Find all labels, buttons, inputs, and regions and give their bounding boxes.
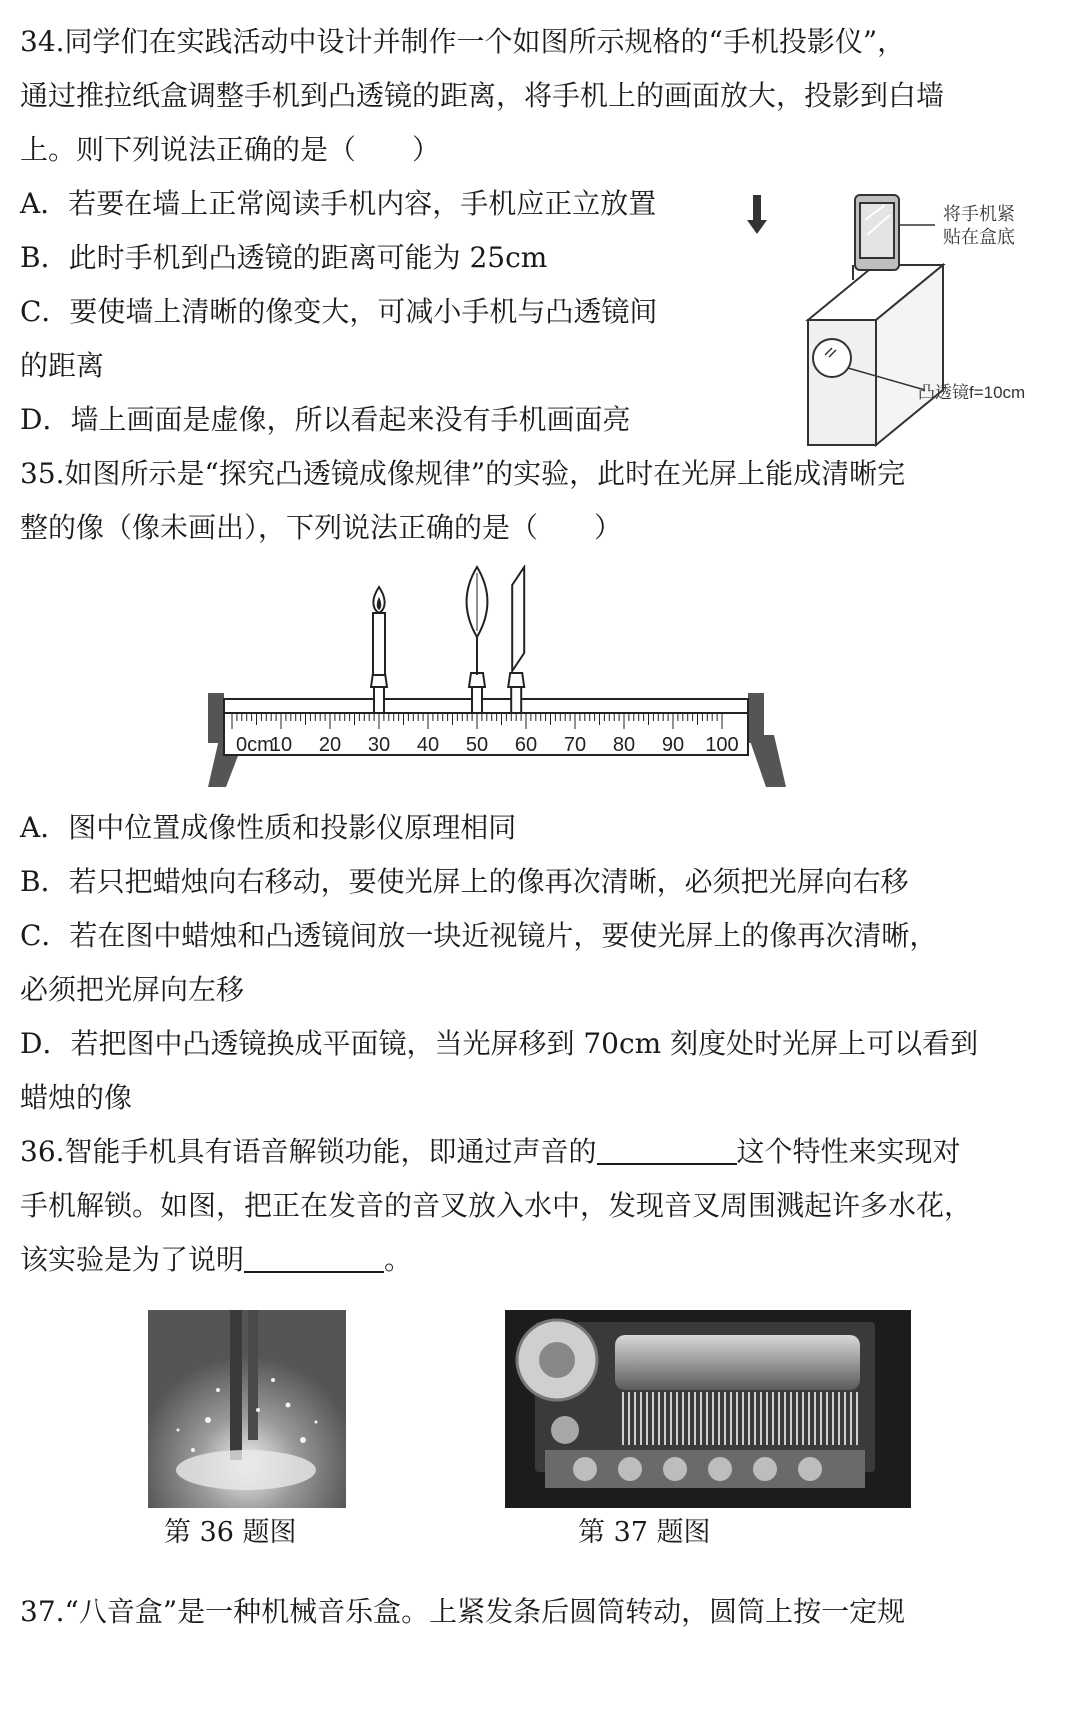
q36-line-3	[20, 1240, 412, 1280]
q34-projector-figure	[735, 190, 1065, 460]
q36-blank-1[interactable]	[597, 1133, 737, 1165]
bench-tick-label: 80	[612, 734, 636, 756]
q35-option-d-cont: 蜡烛的像	[20, 1081, 133, 1114]
convex-lens	[467, 567, 488, 713]
arrow-down-icon	[747, 195, 767, 234]
q35-option-c-cont: 必须把光屏向左移	[20, 973, 245, 1006]
q34-lens-label: 凸透镜f=10cm	[918, 383, 1026, 402]
q35-option-b: B．若只把蜡烛向右移动，要使光屏上的像再次清晰，必须把光屏向右移	[20, 865, 909, 898]
light-screen	[508, 567, 524, 713]
q34-phone-label-2: 贴在盒底	[943, 227, 1015, 247]
candle	[371, 587, 387, 713]
fig37-music-box-photo	[505, 1310, 911, 1508]
q35-option-d: D．若把图中凸透镜换成平面镜，当光屏移到 70cm 刻度处时光屏上可以看到	[20, 1027, 979, 1060]
q37-line-1: 37.“八音盒”是一种机械音乐盒。上紧发条后圆筒转动，圆筒上按一定规	[20, 1595, 906, 1628]
fig37-caption: 第 37 题图	[578, 1517, 711, 1548]
bench-tick-label: 10	[269, 734, 293, 756]
bench-tick-label: 100	[705, 734, 739, 756]
q34-stem-line-3: 上。则下列说法正确的是（ ）	[20, 133, 441, 166]
q36-line-3-b: 。	[384, 1243, 413, 1276]
q34-option-c: C．要使墙上清晰的像变大，可减小手机与凸透镜间	[20, 295, 658, 328]
q34-option-c-cont: 的距离	[20, 349, 105, 382]
q35-stem-line-1: 35.如图所示是“探究凸透镜成像规律”的实验，此时在光屏上能成清晰完	[20, 457, 906, 490]
q34-option-d: D．墙上画面是虚像，所以看起来没有手机画面亮	[20, 403, 631, 436]
q35-option-a: A．图中位置成像性质和投影仪原理相同	[20, 811, 517, 844]
q36-blank-2[interactable]	[244, 1241, 384, 1273]
q34-option-b: B．此时手机到凸透镜的距离可能为 25cm	[20, 241, 548, 274]
bench-tick-label: 50	[465, 734, 489, 756]
bench-tick-label: 70	[563, 734, 587, 756]
q36-line-1	[20, 1132, 961, 1172]
bench-tick-label: 20	[318, 734, 342, 756]
bench-tick-label: 90	[661, 734, 685, 756]
q36-line-3-a: 该实验是为了说明	[20, 1243, 245, 1276]
bench-tick-label: 60	[514, 734, 538, 756]
q34-stem-line-2: 通过推拉纸盒调整手机到凸透镜的距离，将手机上的画面放大，投影到白墙	[20, 79, 945, 112]
bench-tick-label: 40	[416, 734, 440, 756]
bench-tick-label: 0cm	[236, 734, 274, 756]
q35-stem-line-2: 整的像（像未画出），下列说法正确的是（ ）	[20, 511, 623, 544]
q34-phone-label-1: 将手机紧	[943, 204, 1015, 224]
q34-stem-line-1: 34.同学们在实践活动中设计并制作一个如图所示规格的“手机投影仪”，	[20, 25, 906, 58]
fig36-tuning-fork-photo	[148, 1310, 346, 1508]
q35-option-c: C．若在图中蜡烛和凸透镜间放一块近视镜片，要使光屏上的像再次清晰，	[20, 919, 938, 952]
q35-optical-bench-figure	[200, 565, 850, 795]
q36-line-1-a: 36.智能手机具有语音解锁功能，即通过声音的	[20, 1135, 597, 1168]
fig36-caption: 第 36 题图	[164, 1517, 297, 1548]
q34-option-a: A．若要在墙上正常阅读手机内容，手机应正立放置	[20, 187, 657, 220]
bench-tick-label: 30	[367, 734, 391, 756]
q36-line-2: 手机解锁。如图，把正在发音的音叉放入水中，发现音叉周围溅起许多水花，	[20, 1189, 973, 1222]
q36-line-1-b: 这个特性来实现对	[736, 1135, 961, 1168]
